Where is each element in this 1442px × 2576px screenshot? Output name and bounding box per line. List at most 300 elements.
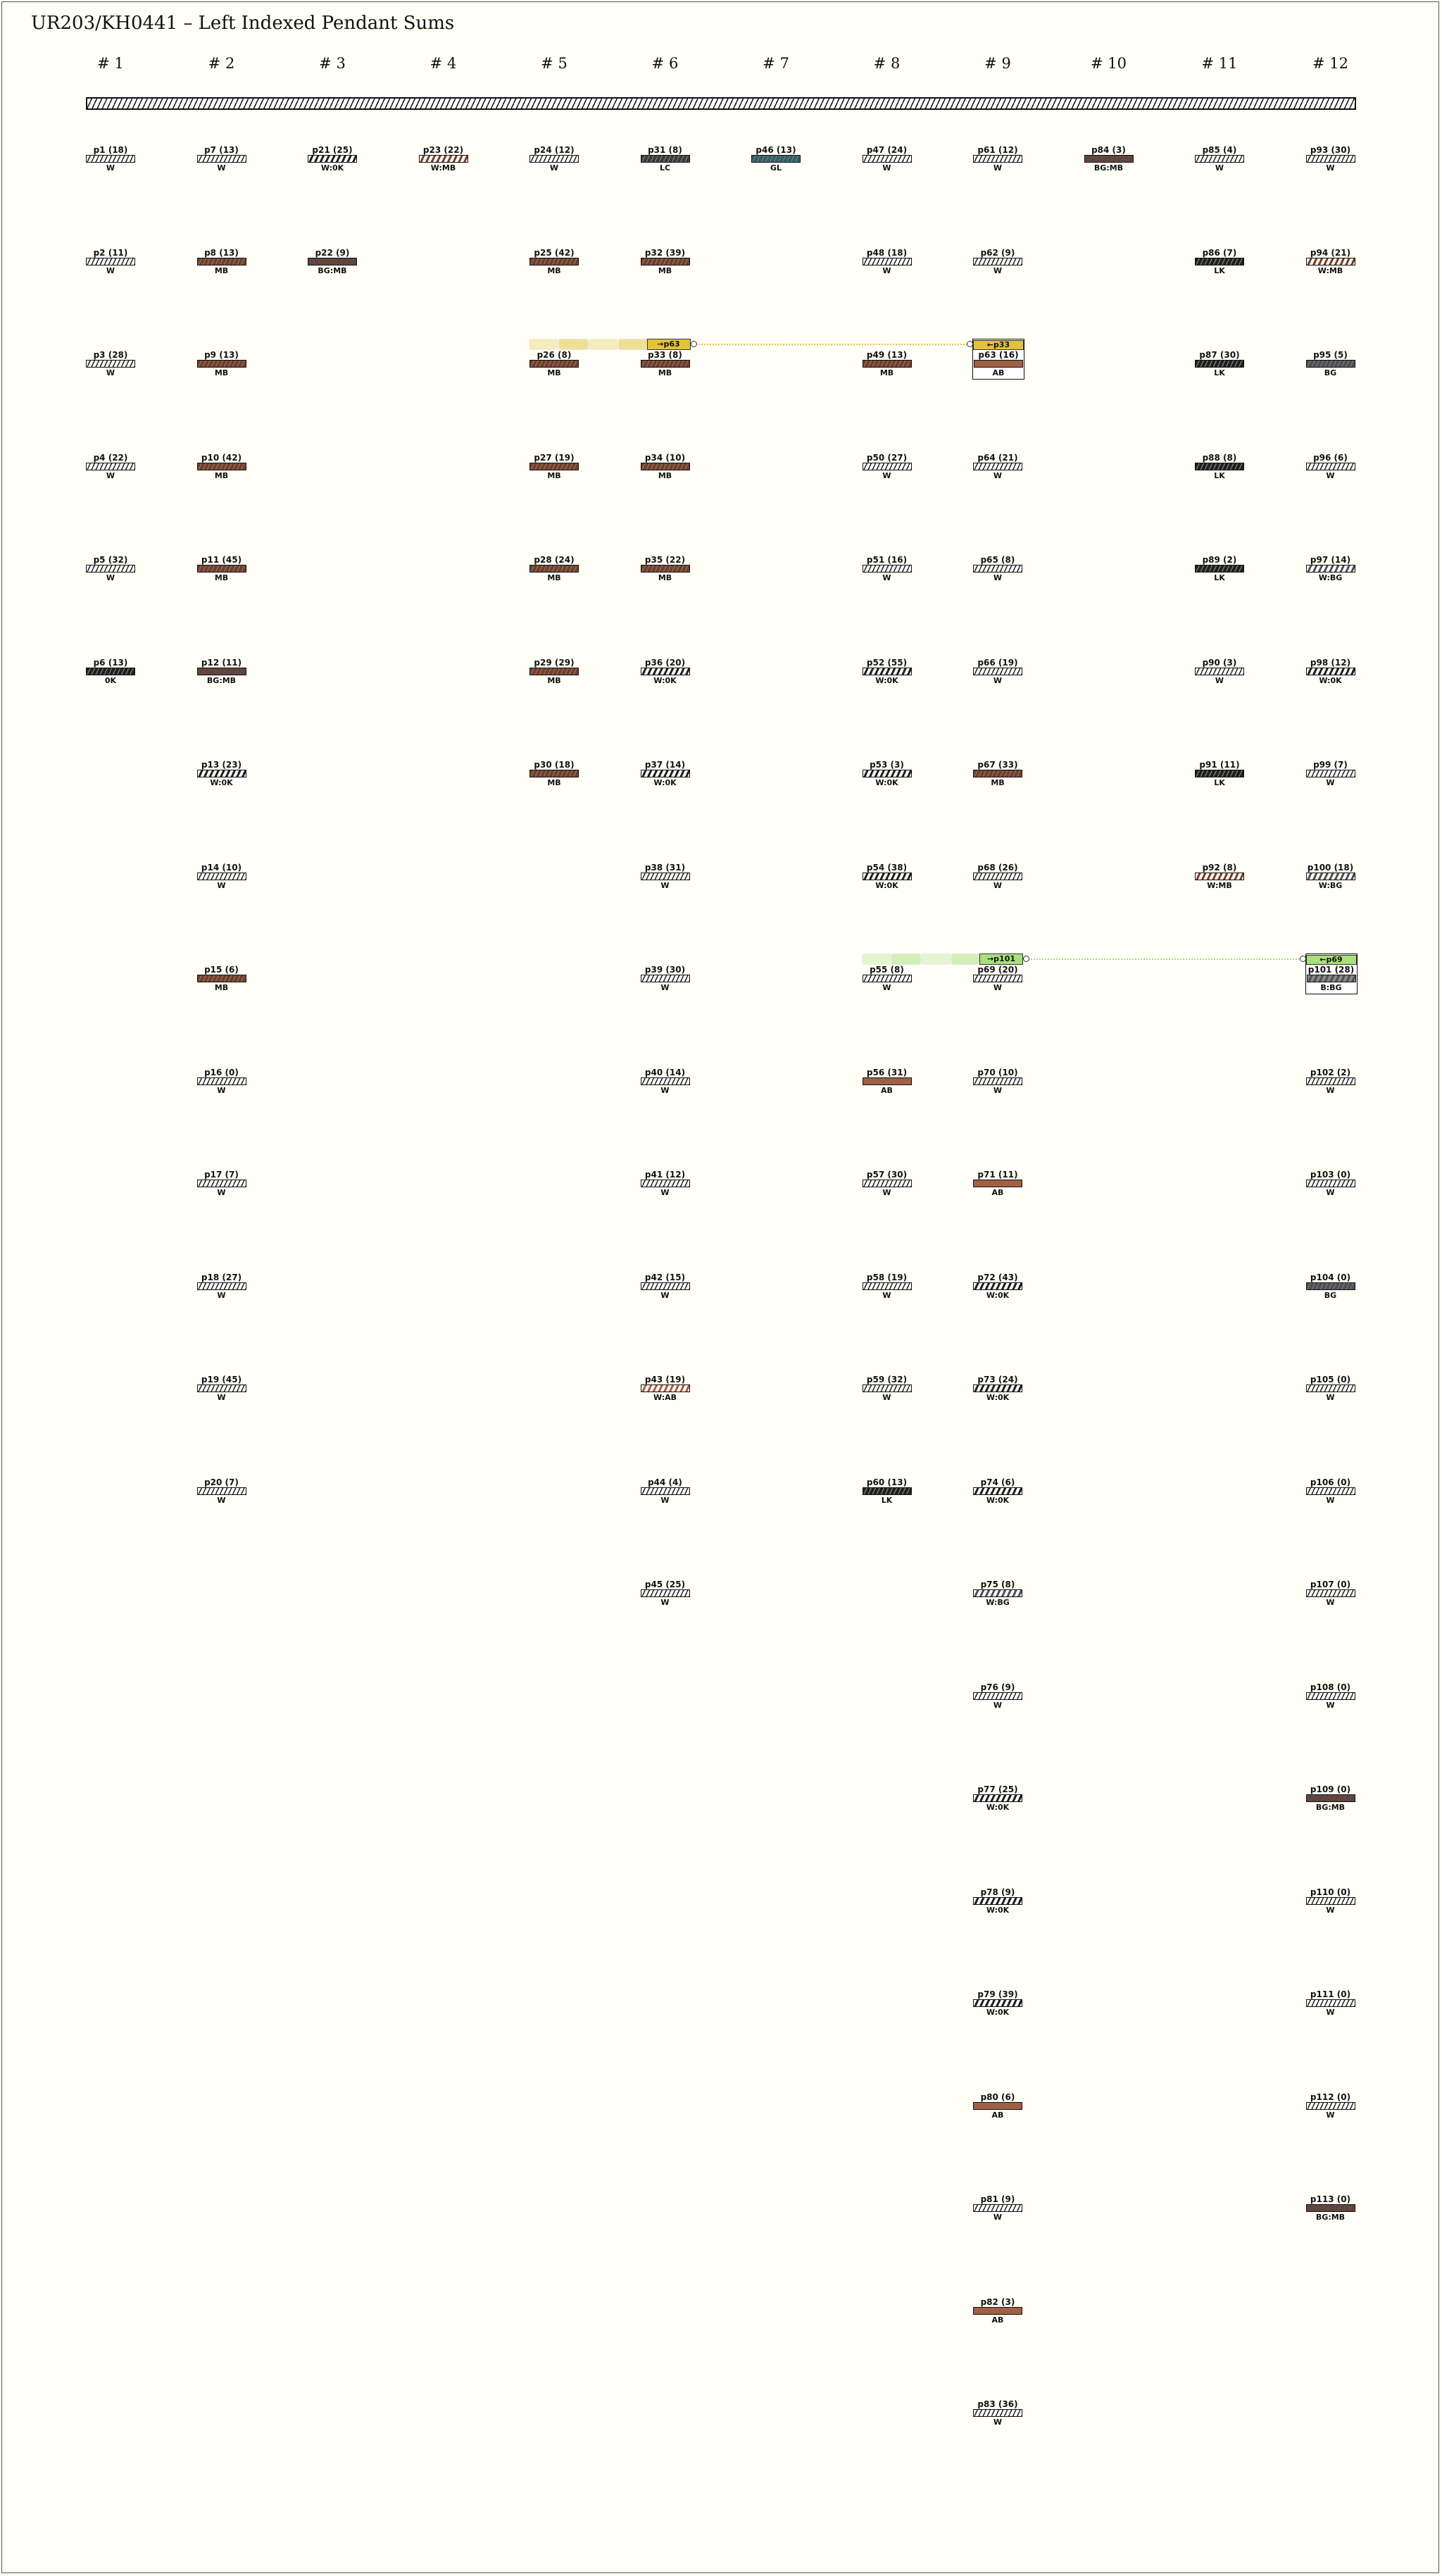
pendant-label: p78 (9) (980, 1887, 1015, 1897)
pendant-label: p99 (7) (1313, 760, 1348, 770)
pendant[interactable] (862, 1068, 913, 1096)
pendant-cord (973, 1794, 1022, 1802)
pendant-label: p24 (12) (534, 145, 575, 155)
pendant-label: p19 (45) (201, 1375, 242, 1384)
pendant[interactable] (1305, 2092, 1356, 2121)
pendant-cord (641, 463, 690, 470)
pendant[interactable] (972, 965, 1023, 994)
pendant[interactable] (1084, 145, 1134, 174)
pendant-cord (1195, 770, 1244, 777)
pendant[interactable] (640, 350, 691, 379)
pendant-cord (863, 565, 912, 573)
pendant[interactable] (640, 658, 691, 687)
pendant[interactable] (529, 453, 579, 482)
pendant-label: p80 (6) (980, 2092, 1015, 2102)
pendant-label: p39 (30) (644, 965, 686, 975)
pendant[interactable] (1194, 350, 1245, 379)
pendant[interactable] (1305, 1580, 1356, 1608)
pendant-label: p3 (28) (93, 350, 128, 360)
pendant-color-code: W (217, 1290, 226, 1300)
pendant[interactable] (972, 145, 1023, 174)
pendant-color-code: LK (1214, 573, 1225, 582)
pendant-color-code: MB (214, 983, 229, 992)
sum-link-tag: →p63 (647, 339, 691, 350)
pendant-color-code: LC (659, 163, 671, 173)
pendant[interactable] (640, 1273, 691, 1301)
pendant-label: p22 (9) (315, 247, 350, 258)
pendant-color-code: W (882, 163, 891, 173)
pendant[interactable] (529, 145, 579, 174)
pendant[interactable] (972, 555, 1023, 584)
pendant[interactable] (1194, 863, 1245, 892)
pendant-label: p64 (21) (977, 452, 1018, 463)
pendant[interactable] (640, 248, 691, 277)
pendant-label: p59 (32) (866, 1375, 908, 1384)
pendant-cord (863, 770, 912, 777)
pendant-color-code: W:BG (1318, 573, 1343, 582)
pendant[interactable] (85, 453, 136, 482)
pendant[interactable] (862, 555, 913, 584)
pendant-color-code: W:0K (986, 1393, 1010, 1402)
pendant[interactable] (196, 453, 247, 482)
pendant-color-code: W (1326, 1188, 1335, 1197)
pendant[interactable] (862, 145, 913, 174)
pendant-cord (863, 975, 912, 982)
pendant-label: p97 (14) (1310, 555, 1351, 565)
sum-link-line (1026, 958, 1303, 960)
column-header: # 1 (97, 55, 124, 72)
pendant-label: p100 (18) (1307, 862, 1354, 873)
pendant[interactable] (972, 2297, 1023, 2326)
pendant-cord (197, 1487, 246, 1495)
pendant[interactable] (1305, 1068, 1356, 1096)
pendant[interactable] (862, 350, 913, 379)
pendant-cord (197, 565, 246, 573)
pendant-label: p30 (18) (534, 760, 575, 770)
pendant[interactable] (85, 248, 136, 277)
pendant[interactable] (972, 1477, 1023, 1506)
pendant[interactable] (1194, 248, 1245, 277)
pendant-color-code: MB (547, 573, 561, 582)
pendant-cord (863, 1282, 912, 1290)
pendant-cord (1306, 155, 1355, 163)
pendant[interactable] (1305, 760, 1356, 789)
pendant[interactable] (640, 1068, 691, 1096)
pendant[interactable] (640, 145, 691, 174)
pendant[interactable] (1305, 2194, 1356, 2223)
pendant[interactable] (972, 658, 1023, 687)
pendant-color-code: MB (879, 368, 894, 377)
pendant[interactable] (1194, 760, 1245, 789)
pendant[interactable] (1305, 1170, 1356, 1199)
pendant-cord (1195, 873, 1244, 880)
pendant-label: p14 (10) (201, 862, 242, 873)
pendant-cord (1306, 1077, 1355, 1085)
pendant-cord (197, 873, 246, 880)
pendant-color-code: AB (992, 368, 1005, 377)
pendant[interactable] (196, 555, 247, 584)
pendant[interactable] (640, 965, 691, 994)
pendant[interactable] (196, 145, 247, 174)
pendant-label: p1 (18) (93, 145, 128, 155)
pendant[interactable] (972, 453, 1023, 482)
sum-link-segment (951, 954, 981, 965)
pendant[interactable] (751, 145, 801, 174)
pendant[interactable] (1194, 658, 1245, 687)
pendant-label: p70 (10) (977, 1067, 1018, 1077)
pendant[interactable] (1305, 1989, 1356, 2018)
pendant-label: p90 (3) (1202, 657, 1237, 668)
pendant-color-code: W (1326, 1085, 1335, 1095)
pendant-color-code: W:MB (430, 163, 456, 173)
pendant-label: p68 (26) (977, 862, 1018, 873)
pendant-label: p102 (2) (1310, 1067, 1351, 1077)
pendant-color-code: W (993, 573, 1003, 582)
sum-link-segment (529, 339, 558, 350)
pendant-color-code: W (993, 2213, 1003, 2222)
pendant-color-code: W:0K (986, 1905, 1010, 1915)
sum-link-segment (891, 954, 921, 965)
pendant-cord (197, 1282, 246, 1290)
sum-link-endpoint (1023, 956, 1029, 962)
pendant-color-code: W (882, 573, 891, 582)
pendant-cord (1195, 668, 1244, 675)
pendant[interactable] (196, 1477, 247, 1506)
pendant-cord (197, 1077, 246, 1085)
pendant-cord (1306, 565, 1355, 573)
pendant[interactable] (1305, 954, 1358, 994)
pendant-cord (973, 2102, 1022, 2110)
pendant[interactable] (640, 863, 691, 892)
pendant-cord (86, 463, 135, 470)
pendant[interactable] (196, 1375, 247, 1403)
pendant[interactable] (1305, 1784, 1356, 1813)
pendant[interactable] (85, 145, 136, 174)
pendant-color-code: W:AB (653, 1393, 677, 1402)
pendant[interactable] (196, 760, 247, 789)
pendant-label: p111 (0) (1310, 1989, 1351, 1999)
pendant-cord (973, 1487, 1022, 1495)
pendant[interactable] (1305, 1273, 1356, 1301)
pendant-color-code: W:0K (986, 1803, 1010, 1812)
pendant[interactable] (862, 248, 913, 277)
pendant-cord (751, 155, 801, 163)
pendant-cord (973, 1077, 1022, 1085)
pendant-cord (1306, 1692, 1355, 1700)
pendant-label: p36 (20) (644, 657, 686, 668)
pendant-color-code: W (1326, 778, 1335, 787)
pendant[interactable] (972, 1989, 1023, 2018)
pendant-label: p33 (8) (648, 350, 682, 360)
pendant-label: p10 (42) (201, 452, 242, 463)
pendant[interactable] (1194, 555, 1245, 584)
pendant-color-code: W:MB (1317, 265, 1343, 275)
pendant[interactable] (862, 1170, 913, 1199)
pendant-cord (529, 463, 579, 470)
primary-cord (86, 97, 1356, 110)
pendant[interactable] (972, 1682, 1023, 1711)
pendant[interactable] (1305, 1375, 1356, 1403)
pendant-color-code: W (106, 470, 115, 480)
pendant-label: p73 (24) (977, 1375, 1018, 1384)
pendant[interactable] (972, 1273, 1023, 1301)
pendant-cord (1195, 155, 1244, 163)
sum-link-endpoint (967, 341, 973, 347)
pendant-color-code: MB (658, 573, 672, 582)
pendant-cord (641, 1077, 690, 1085)
pendant-cord (973, 2204, 1022, 2212)
pendant-label: p109 (0) (1310, 1784, 1351, 1794)
pendant-color-code: GL (770, 163, 782, 173)
pendant-label: p50 (27) (866, 452, 908, 463)
pendant-color-code: W (217, 1188, 226, 1197)
pendant-label: p65 (8) (980, 555, 1015, 565)
pendant-label: p83 (36) (977, 2399, 1018, 2409)
pendant-color-code: W (660, 1495, 670, 1505)
pendant[interactable] (1305, 555, 1356, 584)
pendant[interactable] (1305, 145, 1356, 174)
pendant-cord (973, 155, 1022, 163)
pendant-label: p84 (3) (1091, 145, 1126, 155)
pendant-color-code: W (1326, 1598, 1335, 1607)
pendant-cord (1195, 360, 1244, 368)
sum-link-segment (558, 339, 588, 350)
pendant-cord (1306, 1180, 1355, 1187)
pendant[interactable] (196, 1273, 247, 1301)
pendant-label: p26 (8) (537, 350, 572, 360)
column-header: # 5 (541, 55, 568, 72)
pendant-cord (1195, 258, 1244, 265)
column-header: # 6 (651, 55, 679, 72)
pendant[interactable] (1305, 1682, 1356, 1711)
pendant-cord (1306, 1487, 1355, 1495)
pendant[interactable] (862, 1273, 913, 1301)
pendant-color-code: LK (881, 1495, 893, 1505)
pendant[interactable] (640, 1580, 691, 1608)
pendant-label: p44 (4) (648, 1477, 682, 1487)
pendant[interactable] (640, 1477, 691, 1506)
pendant[interactable] (1305, 1477, 1356, 1506)
pendant[interactable] (307, 145, 358, 174)
pendant[interactable] (640, 1375, 691, 1403)
pendant-cord (529, 770, 579, 777)
pendant[interactable] (196, 248, 247, 277)
column-header: # 2 (208, 55, 235, 72)
pendant[interactable] (972, 760, 1023, 789)
pendant-color-code: BG:MB (318, 265, 347, 275)
pendant[interactable] (196, 658, 247, 687)
pendant[interactable] (862, 658, 913, 687)
pendant-label: p74 (6) (980, 1477, 1015, 1487)
pendant[interactable] (972, 1887, 1023, 1916)
pendant-color-code: LK (1214, 778, 1225, 787)
pendant-cord (973, 975, 1022, 982)
pendant-label: p75 (8) (980, 1580, 1015, 1589)
pendant-cord (641, 565, 690, 573)
pendant-label: p21 (25) (312, 145, 353, 155)
pendant[interactable] (640, 760, 691, 789)
pendant-cord (308, 258, 357, 265)
pendant[interactable] (862, 965, 913, 994)
pendant-color-code: W (549, 163, 559, 173)
pendant[interactable] (307, 248, 358, 277)
pendant[interactable] (529, 248, 579, 277)
pendant[interactable] (1305, 1887, 1356, 1916)
pendant-color-code: W (882, 983, 891, 992)
pendant[interactable] (972, 339, 1024, 380)
pendant[interactable] (1305, 248, 1356, 277)
pendant[interactable] (972, 1580, 1023, 1608)
pendant[interactable] (1194, 145, 1245, 174)
pendant-color-code: W:MB (1207, 880, 1232, 890)
pendant[interactable] (972, 248, 1023, 277)
pendant-cord (529, 565, 579, 573)
pendant-color-code: W (217, 1495, 226, 1505)
pendant-color-code: MB (658, 368, 672, 377)
pendant-color-code: W:0K (1319, 675, 1342, 685)
pendant-color-code: W:0K (986, 2008, 1010, 2017)
pendant-label: p112 (0) (1310, 2092, 1351, 2102)
sum-link-bar (862, 954, 1024, 965)
pendant[interactable] (972, 2194, 1023, 2223)
pendant-label: p41 (12) (644, 1170, 686, 1180)
pendant-cord (197, 1384, 246, 1392)
pendant-color-code: LK (1214, 368, 1225, 377)
pendant-label: p18 (27) (201, 1272, 242, 1282)
pendant[interactable] (196, 350, 247, 379)
pendant[interactable] (196, 1170, 247, 1199)
pendant-color-code: W:0K (653, 675, 677, 685)
pendant-cord (973, 1692, 1022, 1700)
pendant-cord (197, 1180, 246, 1187)
pendant-cord (197, 155, 246, 163)
pendant-color-code: MB (658, 265, 672, 275)
pendant-cord (86, 565, 135, 573)
pendant-color-code: W (882, 1393, 891, 1402)
pendant[interactable] (862, 760, 913, 789)
pendant-label: p12 (11) (201, 657, 242, 668)
pendant-label: p53 (3) (870, 760, 904, 770)
pendant[interactable] (1305, 350, 1356, 379)
pendant[interactable] (972, 1375, 1023, 1403)
pendant[interactable] (972, 1784, 1023, 1813)
pendant-color-code: W (993, 163, 1003, 173)
pendant-color-code: W (1326, 163, 1335, 173)
pendant-cord (529, 258, 579, 265)
pendant[interactable] (1194, 453, 1245, 482)
pendant[interactable] (85, 350, 136, 379)
pendant-cord (641, 258, 690, 265)
pendant[interactable] (529, 350, 579, 379)
pendant[interactable] (862, 863, 913, 892)
pendant-label: p40 (14) (644, 1067, 686, 1077)
pendant[interactable] (640, 1170, 691, 1199)
column-header: # 7 (763, 55, 789, 72)
pendant-label: p92 (8) (1202, 862, 1237, 873)
pendant-color-code: W (993, 983, 1003, 992)
pendant[interactable] (85, 658, 136, 687)
pendant[interactable] (529, 555, 579, 584)
column-header: # 9 (984, 55, 1011, 72)
pendant[interactable] (862, 1477, 913, 1506)
pendant-label: p43 (19) (644, 1375, 686, 1384)
sum-link-segment (862, 954, 891, 965)
pendant-color-code: W:0K (875, 778, 898, 787)
pendant[interactable] (1305, 453, 1356, 482)
pendant-color-code: AB (991, 2110, 1004, 2120)
pendant-cord (641, 1589, 690, 1597)
pendant[interactable] (972, 1170, 1023, 1199)
pendant-cord (973, 2409, 1022, 2417)
pendant[interactable] (529, 760, 579, 789)
pendant-label: p71 (11) (977, 1170, 1018, 1180)
pendant-label: p32 (39) (644, 247, 686, 258)
pendant-color-code: LK (1214, 265, 1225, 275)
pendant-color-code: W (993, 880, 1003, 890)
pendant-label: p52 (55) (866, 657, 908, 668)
pendant-label: p46 (13) (756, 145, 796, 155)
pendant-cord (197, 463, 246, 470)
pendant[interactable] (418, 145, 469, 174)
pendant[interactable] (196, 1068, 247, 1096)
pendant[interactable] (862, 453, 913, 482)
pendant-label: p25 (42) (534, 247, 575, 258)
pendant-cord (641, 975, 690, 982)
pendant-cord (973, 1180, 1022, 1187)
pendant[interactable] (196, 965, 247, 994)
pendant-color-code: W (993, 2418, 1003, 2427)
pendant-label: p113 (0) (1310, 2194, 1351, 2204)
pendant-cord (973, 668, 1022, 675)
pendant-cord (863, 1384, 912, 1392)
pendant[interactable] (972, 1068, 1023, 1096)
pendant[interactable] (85, 555, 136, 584)
pendant[interactable] (862, 1375, 913, 1403)
pendant-color-code: W (660, 983, 670, 992)
pendant[interactable] (972, 2092, 1023, 2121)
column-header: # 8 (873, 55, 901, 72)
pendant-label: p17 (7) (204, 1170, 239, 1180)
pendant-color-code: MB (547, 778, 561, 787)
pendant-label: p35 (22) (644, 555, 686, 565)
pendant-label: p82 (3) (980, 2296, 1015, 2307)
pendant-label: p79 (39) (977, 1989, 1018, 1999)
pendant[interactable] (972, 2399, 1023, 2428)
pendant-color-code: LK (1214, 470, 1225, 480)
pendant[interactable] (196, 863, 247, 892)
pendant-color-code: MB (214, 265, 229, 275)
pendant-label: p51 (16) (866, 555, 908, 565)
sum-link-bar (529, 339, 691, 350)
pendant[interactable] (1305, 863, 1356, 892)
pendant[interactable] (1305, 658, 1356, 687)
pendant-label: p61 (12) (977, 145, 1018, 155)
pendant-label: p37 (14) (644, 760, 686, 770)
pendant-color-code: W (660, 1188, 670, 1197)
pendant-cord (973, 463, 1022, 470)
pendant-label: p86 (7) (1202, 247, 1237, 258)
pendant-color-code: BG:MB (206, 675, 237, 685)
pendant-label: p66 (19) (977, 657, 1018, 668)
pendant-label: p45 (25) (644, 1580, 686, 1589)
pendant-color-code: W:0K (653, 778, 677, 787)
pendant[interactable] (529, 658, 579, 687)
pendant[interactable] (640, 555, 691, 584)
pendant[interactable] (640, 453, 691, 482)
pendant-label: p76 (9) (980, 1682, 1015, 1692)
pendant[interactable] (972, 863, 1023, 892)
pendant-cord (1306, 1384, 1355, 1392)
